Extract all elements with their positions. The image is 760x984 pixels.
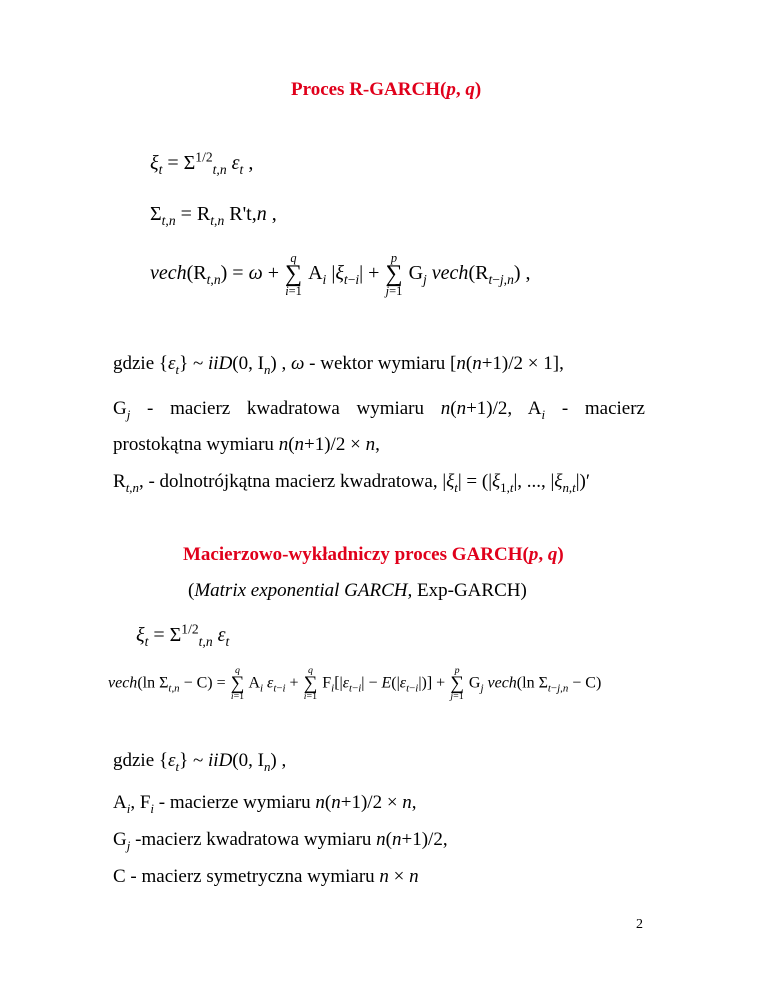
section2-eq1: $\xi_t = \Sigma^{1/2}_{t,n}$ $\varepsilon_t$ [136,621,230,649]
section2-desc2: $A_i$, $F_i$ - macierze wymiaru n(n+1)/2 × n, [113,792,417,816]
section1-desc2: $G_j$ - macierz kwadratowa wymiaru n(n+1)/2, $A_i$ - macierz [113,398,645,422]
section2-eq2: vech(ln $\Sigma_{t,n} - C$) = q ∑ i=1 $A_i$ $\varepsilon_{t-i}$ + q ∑ i=1 $F_i[|\varepsilon_{t-i}| - E(|\varepsilon_{t-i}|)]$ + p ∑ j=1 $G_j$ vech(ln $\Sigma_{t-j,n} - C$) [108,664,602,703]
section1-desc1: gdzie $\{\varepsilon_t\}$ ~ iiD(0, $I_n$) , ω - wektor wymiaru [n(n+1)/2 × 1], [113,353,564,377]
section2-desc4: C - macierz symetryczna wymiaru n × n [113,866,419,887]
section2-desc1: gdzie $\{\varepsilon_t\}$ ~ iiD(0, $I_n$) , [113,750,287,774]
section2-subtitle: (Matrix exponential GARCH, Exp-GARCH) [188,580,527,601]
section1-desc3: prostokątna wymiaru n(n+1)/2 × n, [113,434,380,455]
section2-title: Macierzowo-wykładniczy proces GARCH(p, q) [183,544,564,565]
section1-eq3: $vech(R_{t,n}) = \omega$ + q ∑ i=1 $A_i$ $|\xi_{t-i}|$ + p ∑ j=1 $G_j$ $vech(R_{t-j,n})$ , [150,250,531,299]
page-number: 2 [636,917,643,932]
section1-eq2: $\Sigma_{t,n} = R_{t,n}$ R't,n , [150,203,277,228]
section1-eq1: $\xi_t = \Sigma^{1/2}_{t,n}$ $\varepsilon_t$ , [150,149,254,177]
section1-title: Proces R-GARCH(p, q) [291,79,482,100]
section2-desc3: $G_j$ -macierz kwadratowa wymiaru n(n+1)/2, [113,829,448,853]
section1-desc4: $R_{t,n}$, - dolnotrójkątna macierz kwadratowa, $|\xi_t| = (|\xi_{1,t}|$, ..., $|\xi_{n,t}|)'$ [113,471,591,495]
